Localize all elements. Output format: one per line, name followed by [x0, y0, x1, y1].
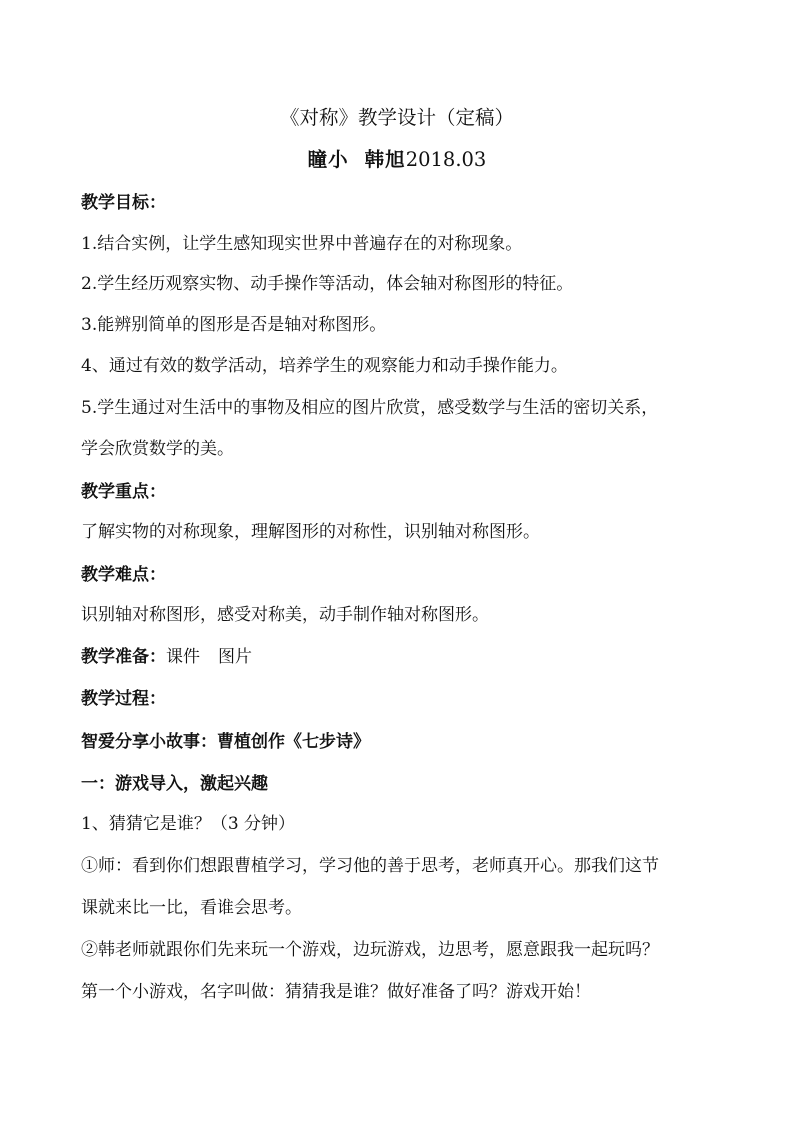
author-name: 韩旭: [364, 148, 406, 171]
objective-item-continuation: 学会欣赏数学的美。: [81, 439, 234, 459]
paragraph-line: ①师：看到你们想跟曹植学习，学习他的善于思考，老师真开心。那我们这节: [81, 856, 659, 876]
preparation-heading: 教学准备：: [81, 647, 166, 667]
objective-item: 3.能辨别简单的图形是否是轴对称图形。: [81, 315, 387, 335]
paragraph-line: ②韩老师就跟你们先来玩一个游戏，边玩游戏，边思考，愿意跟我一起玩吗？: [81, 940, 659, 960]
preparation-item: 课件: [166, 647, 200, 667]
objective-item: 1.结合实例，让学生感知现实世界中普遍存在的对称现象。: [81, 234, 523, 254]
preparation-item: 图片: [218, 647, 252, 667]
key-points-text: 了解实物的对称现象，理解图形的对称性，识别轴对称图形。: [81, 522, 540, 542]
objective-item: 4、通过有效的数学活动，培养学生的观察能力和动手操作能力。: [81, 356, 568, 376]
objective-item: 5.学生通过对生活中的事物及相应的图片欣赏，感受数学与生活的密切关系，: [81, 398, 659, 418]
process-heading: 教学过程：: [81, 689, 166, 709]
paragraph-line: 第一个小游戏，名字叫做：猜猜我是谁？做好准备了吗？游戏开始！: [81, 982, 591, 1002]
difficulties-text: 识别轴对称图形，感受对称美，动手制作轴对称图形。: [81, 605, 489, 625]
author-date: 2018.03: [405, 148, 487, 171]
preparation-line: [81, 646, 252, 668]
key-points-heading: 教学重点：: [81, 482, 166, 502]
objectives-heading: 教学目标：: [81, 193, 166, 213]
section-heading: 一：游戏导入，激起兴趣: [81, 774, 268, 794]
paragraph-line: 课就来比一比，看谁会思考。: [81, 898, 302, 918]
author-line: [0, 148, 794, 172]
story-heading: 智爱分享小故事：曹植创作《七步诗》: [81, 732, 370, 752]
difficulties-heading: 教学难点：: [81, 565, 166, 585]
document-title: 《对称》教学设计（定稿）: [279, 106, 514, 129]
step-heading: 1、猜猜它是谁？（3 分钟）: [81, 814, 296, 834]
author-school: 瞳小: [307, 148, 349, 171]
objective-item: 2.学生经历观察实物、动手操作等活动，体会轴对称图形的特征。: [81, 274, 574, 294]
